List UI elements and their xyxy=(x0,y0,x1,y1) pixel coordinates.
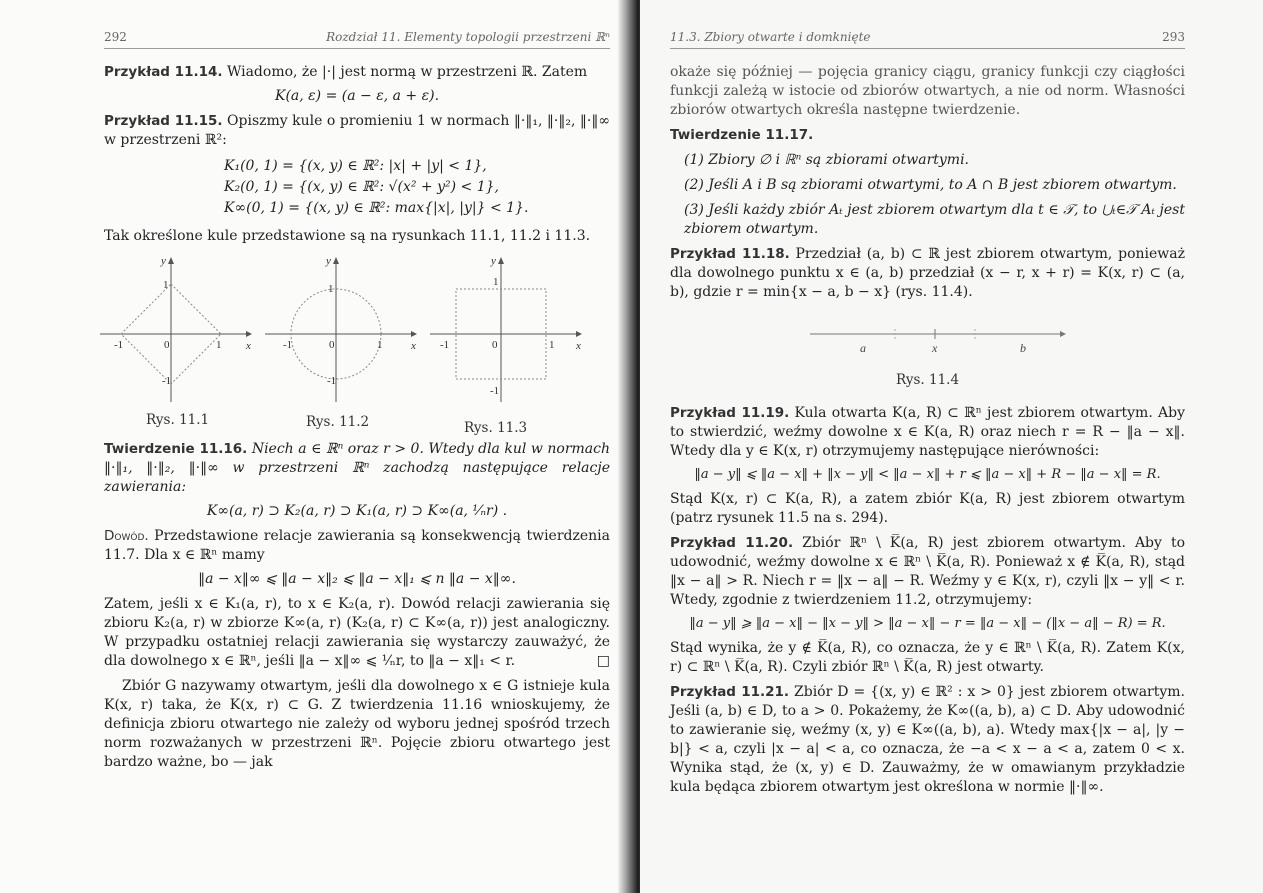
left-running-title: Rozdział 11. Elementy topologii przestrzeni ℝⁿ xyxy=(326,30,610,44)
open-set-definition: Zbiór G nazywamy otwartym, jeśli dla dowolnego x ∈ G istnieje kula K(x, r) taka, że K(x, r) ⊂ G. Z twierdzenia 11.16 wnioskujemy, że definicja zbioru otwartego nie zależy od wyboru jednej spośród trzech norm rozważanych w przestrzeni ℝⁿ. Pojęcie zbioru otwartego jest bardzo ważne, bo — jak xyxy=(104,678,610,770)
figure-11-3-caption: Rys. 11.3 xyxy=(464,420,528,436)
example-11-19-text: Kula otwarta K(a, R) ⊂ ℝⁿ jest zbiorem otwartym. Aby to stwierdzić, weźmy dowolne x ∈ K(a, R) oraz niech r = R − ‖a − x‖. Wtedy dla y ∈ K(x, r) otrzymujemy następujące nierówności: xyxy=(670,405,1185,459)
right-page-number: 293 xyxy=(1162,30,1185,44)
theorem-11-16-label: Twierdzenie 11.16. xyxy=(104,441,248,457)
ball-k2-equation: K₂(0, 1) = {(x, y) ∈ ℝ²: √(x² + y²) < 1}, xyxy=(224,179,499,195)
fig1-y-label: y xyxy=(161,255,166,267)
theorem-11-16-equation: K∞(a, r) ⊃ K₂(a, r) ⊃ K₁(a, r) ⊃ K∞(a, ¹⁄ₙr) . xyxy=(206,503,508,519)
example-11-19-continuation: Stąd K(x, r) ⊂ K(a, R), a zatem zbiór K(a, R) jest zbiorem otwartym (patrz rysunek 11.5 na s. 294). xyxy=(670,491,1185,526)
example-11-15 xyxy=(104,112,610,150)
theorem-11-17 xyxy=(670,126,1185,145)
example-11-20-label: Przykład 11.20. xyxy=(670,535,794,551)
figure-11-4-diagram xyxy=(670,312,1185,372)
fig1-tick-1: 1 xyxy=(163,279,169,291)
example-11-18-label: Przykład 11.18. xyxy=(670,246,790,262)
figure-11-1 xyxy=(96,254,256,404)
proof-continuation xyxy=(104,595,610,671)
figure-11-4 xyxy=(670,312,1185,372)
fig2-tick-1: 1 xyxy=(328,283,334,295)
figures-intro: Tak określone kule przedstawione są na rysunkach 11.1, 11.2 i 11.3. xyxy=(104,228,591,244)
fig3-tick-m1y: -1 xyxy=(490,385,500,397)
proof xyxy=(104,527,610,565)
example-11-20-equation: ‖a − y‖ ⩾ ‖a − x‖ − ‖x − y‖ > ‖a − x‖ − r = ‖a − x‖ − (‖x − a‖ − R) = R. xyxy=(689,616,1166,631)
fig3-tick-m1: -1 xyxy=(440,339,450,351)
fig2-origin: 0 xyxy=(329,339,335,351)
example-11-20-continuation: Stąd wynika, że y ∉ K̅(a, R), co oznacza, że y ∈ ℝⁿ \ K̅(a, R). Zatem K(x, r) ⊂ ℝⁿ \ K̅(a, R). Czyli zbiór ℝⁿ \ K̅(a, R) jest otwarty. xyxy=(670,640,1185,675)
right-page xyxy=(640,0,1263,893)
example-11-14-text: Wiadomo, że |·| jest normą w przestrzeni ℝ. Zatem xyxy=(226,64,588,80)
example-11-18 xyxy=(670,245,1185,302)
fig1-tick-m1y: -1 xyxy=(162,375,172,387)
example-11-20-text: Zbiór ℝⁿ \ K̅(a, R) jest zbiorem otwartym. Aby to udowodnić, weźmy dowolne x ∈ ℝⁿ \ K̅(a, R). Ponieważ x ∉ K̅(a, R), stąd ‖x − a‖ > R. Niech r = ‖x − a‖ − R. Weźmy y ∈ K(x, r), czyli ‖x − y‖ < r. Wtedy, zgodnie z twierdzeniem 11.2, otrzymujemy: xyxy=(670,535,1185,608)
figures-row xyxy=(96,254,610,434)
figure-11-3 xyxy=(426,254,586,404)
theorem-11-17-item-1: (1) Zbiory ∅ i ℝⁿ są zbiorami otwartymi. xyxy=(684,152,969,168)
proof-label: Dowód. xyxy=(104,528,149,544)
fig1-x-label: x xyxy=(246,340,251,352)
figure-11-2-caption: Rys. 11.2 xyxy=(306,414,370,430)
left-page-number: 292 xyxy=(104,30,127,44)
figure-11-2 xyxy=(261,254,421,404)
proof-text: Przedstawione relacje zawierania są konsekwencją twierdzenia 11.7. Dla x ∈ ℝⁿ mamy xyxy=(104,528,610,563)
ball-kinf-equation: K∞(0, 1) = {(x, y) ∈ ℝ²: max{|x|, |y|} < 1}. xyxy=(224,200,529,216)
example-11-18-text: Przedział (a, b) ⊂ ℝ jest zbiorem otwartym, ponieważ dla dowolnego punktu x ∈ (a, b) przedział (x − r, x + r) = K(x, r) ⊂ (a, b), gdzie r = min{x − a, b − x} (rys. 11.4). xyxy=(670,246,1185,300)
theorem-11-16-text: Niech a ∈ ℝⁿ oraz r > 0. Wtedy dla kul w normach ‖·‖₁, ‖·‖₂, ‖·‖∞ w przestrzeni ℝⁿ zachodzą następujące relacje zawierania: xyxy=(104,441,611,495)
fig2-tick-m1y: -1 xyxy=(327,375,337,387)
example-11-14 xyxy=(104,63,610,82)
fig3-tick-1: 1 xyxy=(493,276,499,288)
fig4-label-x: x xyxy=(932,341,938,355)
fig2-tick-m1: -1 xyxy=(283,339,293,351)
example-11-21 xyxy=(670,683,1185,797)
fig1-tick-m1: -1 xyxy=(114,339,124,351)
example-11-21-label: Przykład 11.21. xyxy=(670,684,790,700)
fig2-tick-1x: 1 xyxy=(377,339,383,351)
qed-symbol: □ xyxy=(596,653,610,669)
example-11-19-equation: ‖a − y‖ ⩽ ‖a − x‖ + ‖x − y‖ < ‖a − x‖ + r ⩽ ‖a − x‖ + R − ‖a − x‖ = R. xyxy=(694,467,1161,482)
theorem-11-16 xyxy=(104,440,610,497)
example-11-20 xyxy=(670,534,1185,610)
fig3-x-label: x xyxy=(576,340,581,352)
fig3-y-label: y xyxy=(491,255,496,267)
fig2-y-label: y xyxy=(326,255,331,267)
figure-11-1-caption: Rys. 11.1 xyxy=(146,412,210,428)
example-11-14-label: Przykład 11.14. xyxy=(104,64,223,80)
example-11-15-equations xyxy=(224,156,610,219)
left-running-head xyxy=(104,30,610,49)
proof-equation: ‖a − x‖∞ ⩽ ‖a − x‖₂ ⩽ ‖a − x‖₁ ⩽ n ‖a − x‖∞. xyxy=(198,571,516,587)
right-running-title: 11.3. Zbiory otwarte i domknięte xyxy=(670,30,871,44)
fig2-x-label: x xyxy=(411,340,416,352)
right-running-head xyxy=(670,30,1185,49)
example-11-19 xyxy=(670,404,1185,461)
left-page xyxy=(0,0,626,893)
continuation-paragraph: okaże się później — pojęcia granicy ciągu, granicy funkcji czy ciągłości funkcji zależą w istocie od zbiorów otwartych, a nie od norm. Własności zbiorów otwartych określa następne twierdzenie. xyxy=(670,64,1185,118)
theorem-11-17-item-2: (2) Jeśli A i B są zbiorami otwartymi, to A ∩ B jest zbiorem otwartym. xyxy=(684,177,1177,193)
theorem-11-17-label: Twierdzenie 11.17. xyxy=(670,127,814,143)
example-11-15-label: Przykład 11.15. xyxy=(104,113,223,129)
proof-continuation-text: Zatem, jeśli x ∈ K₁(a, r), to x ∈ K₂(a, r). Dowód relacji zawierania się zbioru K₂(a, r) w zbiorze K∞(a, r) (K₂(a, r) ⊂ K∞(a, r)) jest analogiczny. W przypadku ostatniej relacji zawierania się wystarczy zauważyć, że dla dowolnego x ∈ ℝⁿ, jeśli ‖a − x‖∞ ⩽ ¹⁄ₙr, to ‖a − x‖₁ < r. xyxy=(104,596,610,669)
theorem-11-17-item-3: (3) Jeśli każdy zbiór Aₜ jest zbiorem otwartym dla t ∈ 𝒯, to ⋃ₜ∈𝒯 Aₜ jest zbiorem otwartym. xyxy=(684,202,1185,237)
figure-11-4-caption: Rys. 11.4 xyxy=(895,372,960,388)
fig4-label-a: a xyxy=(860,341,866,355)
fig1-origin: 0 xyxy=(164,339,170,351)
fig3-tick-1x: 1 xyxy=(549,339,555,351)
ball-k1-equation: K₁(0, 1) = {(x, y) ∈ ℝ²: |x| + |y| < 1}, xyxy=(224,158,487,174)
example-11-19-label: Przykład 11.19. xyxy=(670,405,790,421)
fig1-tick-1x: 1 xyxy=(216,339,222,351)
example-11-15-text: Opiszmy kule o promieniu 1 w normach ‖·‖₁, ‖·‖₂, ‖·‖∞ w przestrzeni ℝ²: xyxy=(104,113,610,148)
fig4-label-b: b xyxy=(1020,341,1026,355)
example-11-21-text: Zbiór D = {(x, y) ∈ ℝ² : x > 0} jest zbiorem otwartym. Jeśli (a, b) ∈ D, to a > 0. Pokażemy, że K∞((a, b), a) ⊂ D. Aby udowodnić to zawieranie się, weźmy (x, y) ∈ K∞((a, b), a). Wtedy max{|x − a|, |y − b|} < a, czyli |x − a| < a, co oznacza, że −a < x − a < a, zatem 0 < x. Wynika stąd, że (x, y) ∈ D. Zauważmy, że w omawianym przykładzie kula będąca zbiorem otwartym jest określona w normie ‖·‖∞. xyxy=(670,684,1185,795)
example-11-14-equation: K(a, ε) = (a − ε, a + ε). xyxy=(274,88,440,104)
fig3-origin: 0 xyxy=(492,339,498,351)
